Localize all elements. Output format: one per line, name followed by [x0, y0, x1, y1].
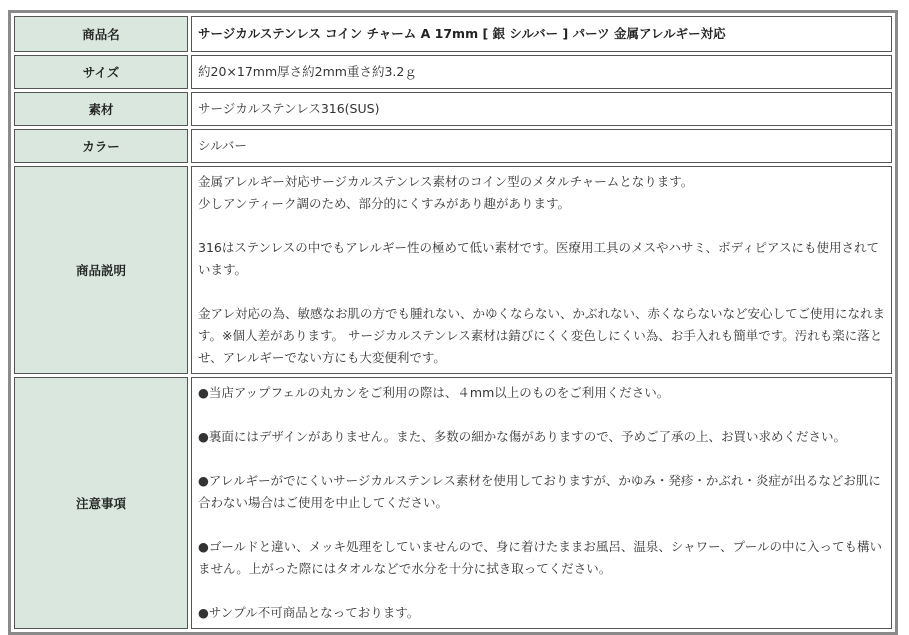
note-item: ●ゴールドと違い、メッキ処理をしていませんので、身に着けたままお風呂、温泉、シャワー、プールの中に入っても構いません。上がった際にはタオルなどで水分を十分に拭き取ってください。: [198, 539, 883, 576]
value-color: シルバー: [191, 129, 892, 163]
note-item: ●当店アップフェルの丸カンをご利用の際は、４mm以上のものをご利用ください。: [198, 385, 670, 400]
label-notes: 注意事項: [14, 377, 188, 629]
note-item: ●裏面にはデザインがありません。また、多数の細かな傷がありますので、予めご了承の上、お買い求めください。: [198, 429, 847, 444]
note-item: ●サンプル不可商品となっております。: [198, 605, 420, 620]
value-description: [191, 166, 892, 374]
description-paragraph: 少しアンティーク調のため、部分的にくすみがあり趣があります。: [198, 196, 571, 211]
row-notes: [14, 377, 892, 629]
value-size: 約20×17mm厚さ約2mm重さ約3.2ｇ: [191, 55, 892, 89]
label-size: サイズ: [14, 55, 188, 89]
value-product-name: サージカルステンレス コイン チャーム A 17mm [ 銀 シルバー ] パーツ 金属アレルギー対応: [191, 16, 892, 52]
row-description: [14, 166, 892, 374]
product-spec-table: [8, 10, 898, 635]
value-material: サージカルステンレス316(SUS): [191, 92, 892, 126]
label-description: 商品説明: [14, 166, 188, 374]
row-color: [14, 129, 892, 163]
label-color: カラー: [14, 129, 188, 163]
label-product-name: 商品名: [14, 16, 188, 52]
description-paragraph: 金属アレルギー対応サージカルステンレス素材のコイン型のメタルチャームとなります。: [198, 174, 694, 189]
row-size: [14, 55, 892, 89]
row-product-name: [14, 16, 892, 52]
value-notes: [191, 377, 892, 629]
label-material: 素材: [14, 92, 188, 126]
description-paragraph: 金アレ対応の為、敏感なお肌の方でも腫れない、かゆくならない、かぶれない、赤くならないなど安心してご使用になれます。※個人差があります。 サージカルステンレス素材は錆びにくく変色しにくい為、お手入れも簡単です。汚れも楽に落とせ、アレルギーでない方にも大変便利です。: [198, 306, 886, 365]
row-material: [14, 92, 892, 126]
description-paragraph: 316はステンレスの中でもアレルギー性の極めて低い素材です。医療用工具のメスやハサミ、ボディピアスにも使用されています。: [198, 240, 879, 277]
note-item: ●アレルギーがでにくいサージカルステンレス素材を使用しておりますが、かゆみ・発疹・かぶれ・炎症が出るなどお肌に合わない場合はご使用を中止してください。: [198, 473, 881, 510]
